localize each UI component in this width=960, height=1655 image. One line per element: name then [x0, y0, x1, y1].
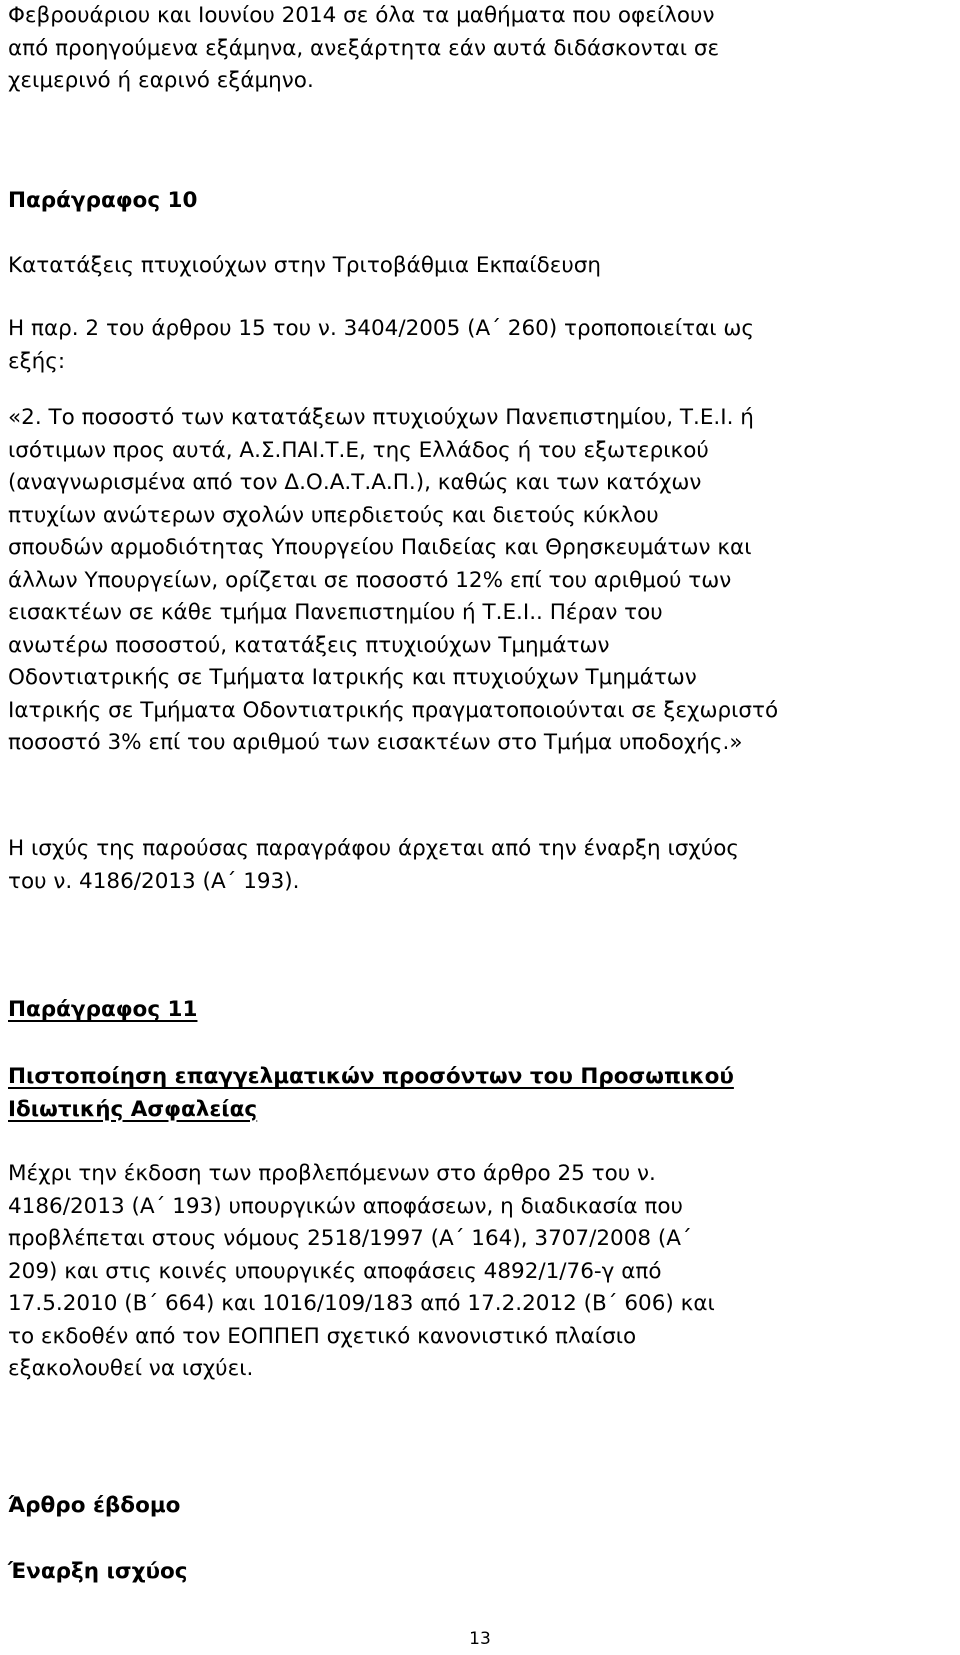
article-subheading: Έναρξη ισχύος — [8, 1559, 188, 1584]
quote-line: ποσοστό 3% επί του αριθμού των εισακτέων στο Τμήμα υποδοχής.» — [8, 730, 743, 755]
intro-text — [8, 0, 943, 98]
quote-line: πτυχίων ανώτερων σχολών υπερδιετούς και διετούς κύκλου — [8, 502, 659, 528]
intro-line: χειμερινό ή εαρινό εξάμηνο. — [8, 68, 314, 93]
lead-line: εξής: — [8, 348, 66, 374]
quote-line: σπουδών αρμοδιότητας Υπουργείου Παιδείας και Θρησκευμάτων και — [8, 535, 752, 560]
quote-line: ισότιμων προς αυτά, Α.Σ.ΠΑΙ.Τ.Ε, της Ελλάδος ή του εξωτερικού — [8, 437, 709, 463]
paragraph-10-effect — [8, 833, 943, 898]
paragraph-11-title — [8, 1061, 943, 1126]
paragraph-10-title: Κατατάξεις πτυχιούχων στην Τριτοβάθμια Εκπαίδευση — [8, 253, 602, 278]
quote-line: «2. Το ποσοστό των κατατάξεων πτυχιούχων Πανεπιστημίου, Τ.Ε.Ι. ή — [8, 405, 754, 430]
paragraph-11-body — [8, 1158, 943, 1386]
quote-line: εισακτέων σε κάθε τμήμα Πανεπιστημίου ή Τ.Ε.Ι.. Πέραν του — [8, 600, 663, 625]
paragraph-11-heading: Παράγραφος 11 — [8, 997, 198, 1022]
paragraph-10-quote — [8, 402, 943, 760]
body-line: εξακολουθεί να ισχύει. — [8, 1356, 254, 1381]
quote-line: (αναγνωρισμένα από τον Δ.Ο.Α.Τ.Α.Π.), καθώς και των κατόχων — [8, 470, 702, 495]
body-line: Μέχρι την έκδοση των προβλεπόμενων στο άρθρο 25 του ν. — [8, 1161, 656, 1186]
body-line: 17.5.2010 (Β΄ 664) και 1016/109/183 από 17.2.2012 (Β΄ 606) και — [8, 1291, 715, 1316]
body-line: 4186/2013 (Α΄ 193) υπουργικών αποφάσεων, η διαδικασία που — [8, 1193, 683, 1219]
paragraph-10-lead — [8, 313, 943, 378]
body-line: το εκδοθέν από τον ΕΟΠΠΕΠ σχετικό κανονιστικό πλαίσιο — [8, 1323, 637, 1349]
effect-line: Η ισχύς της παρούσας παραγράφου άρχεται από την έναρξη ισχύος — [8, 836, 739, 861]
title-line: Ιδιωτικής Ασφαλείας — [8, 1096, 258, 1122]
body-line: προβλέπεται στους νόμους 2518/1997 (Α΄ 164), 3707/2008 (Α΄ — [8, 1226, 692, 1251]
title-line: Πιστοποίηση επαγγελματικών προσόντων του Προσωπικού — [8, 1064, 734, 1089]
article-heading: Άρθρο έβδομο — [8, 1493, 181, 1518]
quote-line: Ιατρικής σε Τμήματα Οδοντιατρικής πραγματοποιούνται σε ξεχωριστό — [8, 697, 779, 723]
intro-line: από προηγούμενα εξάμηνα, ανεξάρτητα εάν αυτά διδάσκονται σε — [8, 35, 720, 61]
body-line: 209) και στις κοινές υπουργικές αποφάσεις 4892/1/76-γ από — [8, 1258, 662, 1284]
intro-line: Φεβρουάριου και Ιουνίου 2014 σε όλα τα μαθήματα που οφείλουν — [8, 3, 715, 28]
paragraph-10-heading: Παράγραφος 10 — [8, 188, 198, 213]
quote-line: άλλων Υπουργείων, ορίζεται σε ποσοστό 12% επί του αριθμού των — [8, 567, 732, 593]
quote-line: Οδοντιατρικής σε Τμήματα Ιατρικής και πτυχιούχων Τμημάτων — [8, 665, 697, 690]
lead-line: Η παρ. 2 του άρθρου 15 του ν. 3404/2005 (Α΄ 260) τροποποιείται ως — [8, 316, 755, 341]
page-number: 13 — [469, 1629, 491, 1649]
effect-line: του ν. 4186/2013 (Α΄ 193). — [8, 868, 300, 894]
quote-line: ανωτέρω ποσοστού, κατατάξεις πτυχιούχων Τμημάτων — [8, 632, 610, 658]
